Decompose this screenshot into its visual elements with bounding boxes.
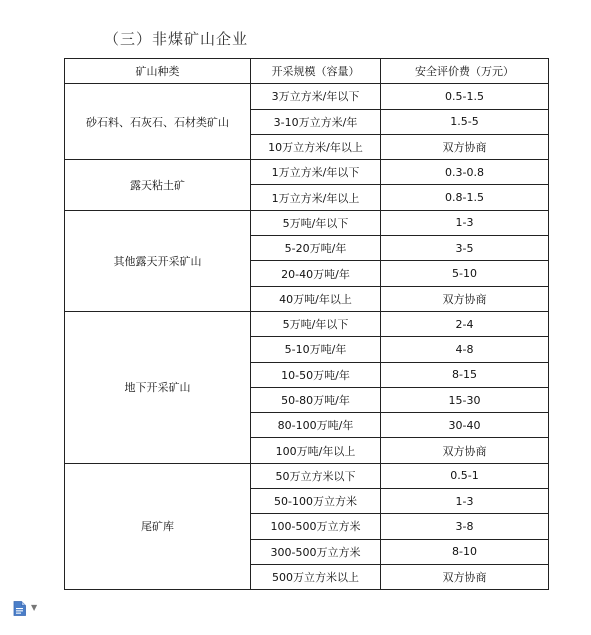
fee-cell: 0.3-0.8 bbox=[381, 160, 549, 185]
fee-cell: 双方协商 bbox=[381, 286, 549, 311]
scale-cell: 1万立方米/年以下 bbox=[251, 160, 381, 185]
header-fee: 安全评价费（万元） bbox=[381, 59, 549, 84]
fee-cell: 0.8-1.5 bbox=[381, 185, 549, 210]
fee-cell: 1.5-5 bbox=[381, 109, 549, 134]
table-row bbox=[65, 210, 549, 235]
scale-cell: 5-20万吨/年 bbox=[251, 236, 381, 261]
header-mine-type: 矿山种类 bbox=[65, 59, 251, 84]
scale-cell: 100-500万立方米 bbox=[251, 514, 381, 539]
fee-cell: 4-8 bbox=[381, 337, 549, 362]
fee-cell: 8-15 bbox=[381, 362, 549, 387]
scale-cell: 80-100万吨/年 bbox=[251, 413, 381, 438]
fee-cell: 2-4 bbox=[381, 311, 549, 336]
mine-type-cell: 其他露天开采矿山 bbox=[65, 210, 251, 311]
scale-cell: 10万立方米/年以上 bbox=[251, 134, 381, 159]
section-heading: （三）非煤矿山企业 bbox=[104, 30, 249, 48]
scale-cell: 5万吨/年以下 bbox=[251, 311, 381, 336]
table-header bbox=[65, 59, 549, 84]
fee-table bbox=[64, 58, 549, 590]
fee-cell: 0.5-1.5 bbox=[381, 84, 549, 109]
fee-cell: 5-10 bbox=[381, 261, 549, 286]
fee-cell: 1-3 bbox=[381, 210, 549, 235]
scale-cell: 3万立方米/年以下 bbox=[251, 84, 381, 109]
header-row bbox=[65, 59, 549, 84]
fee-cell: 30-40 bbox=[381, 413, 549, 438]
mine-type-cell: 尾矿库 bbox=[65, 463, 251, 589]
document-icon[interactable] bbox=[13, 601, 26, 616]
fee-cell: 1-3 bbox=[381, 489, 549, 514]
dropdown-arrow-icon[interactable]: ▼ bbox=[31, 603, 38, 612]
scale-cell: 50万立方米以下 bbox=[251, 463, 381, 488]
scale-cell: 100万吨/年以上 bbox=[251, 438, 381, 463]
scale-cell: 5-10万吨/年 bbox=[251, 337, 381, 362]
table-row bbox=[65, 311, 549, 336]
scale-cell: 50-80万吨/年 bbox=[251, 387, 381, 412]
fee-cell: 双方协商 bbox=[381, 564, 549, 589]
scale-cell: 3-10万立方米/年 bbox=[251, 109, 381, 134]
fee-cell: 8-10 bbox=[381, 539, 549, 564]
fee-cell: 0.5-1 bbox=[381, 463, 549, 488]
scale-cell: 10-50万吨/年 bbox=[251, 362, 381, 387]
scale-cell: 500万立方米以上 bbox=[251, 564, 381, 589]
scale-cell: 300-500万立方米 bbox=[251, 539, 381, 564]
mine-type-cell: 地下开采矿山 bbox=[65, 311, 251, 463]
table-row bbox=[65, 84, 549, 109]
fee-cell: 双方协商 bbox=[381, 438, 549, 463]
table-body bbox=[65, 84, 549, 590]
table-row bbox=[65, 463, 549, 488]
scale-cell: 1万立方米/年以上 bbox=[251, 185, 381, 210]
scale-cell: 40万吨/年以上 bbox=[251, 286, 381, 311]
fee-cell: 3-5 bbox=[381, 236, 549, 261]
scale-cell: 20-40万吨/年 bbox=[251, 261, 381, 286]
mine-type-cell: 砂石料、石灰石、石材类矿山 bbox=[65, 84, 251, 160]
table-row bbox=[65, 160, 549, 185]
header-scale: 开采规模（容量） bbox=[251, 59, 381, 84]
scale-cell: 50-100万立方米 bbox=[251, 489, 381, 514]
mine-type-cell: 露天粘土矿 bbox=[65, 160, 251, 211]
fee-cell: 3-8 bbox=[381, 514, 549, 539]
fee-cell: 15-30 bbox=[381, 387, 549, 412]
scale-cell: 5万吨/年以下 bbox=[251, 210, 381, 235]
fee-cell: 双方协商 bbox=[381, 134, 549, 159]
